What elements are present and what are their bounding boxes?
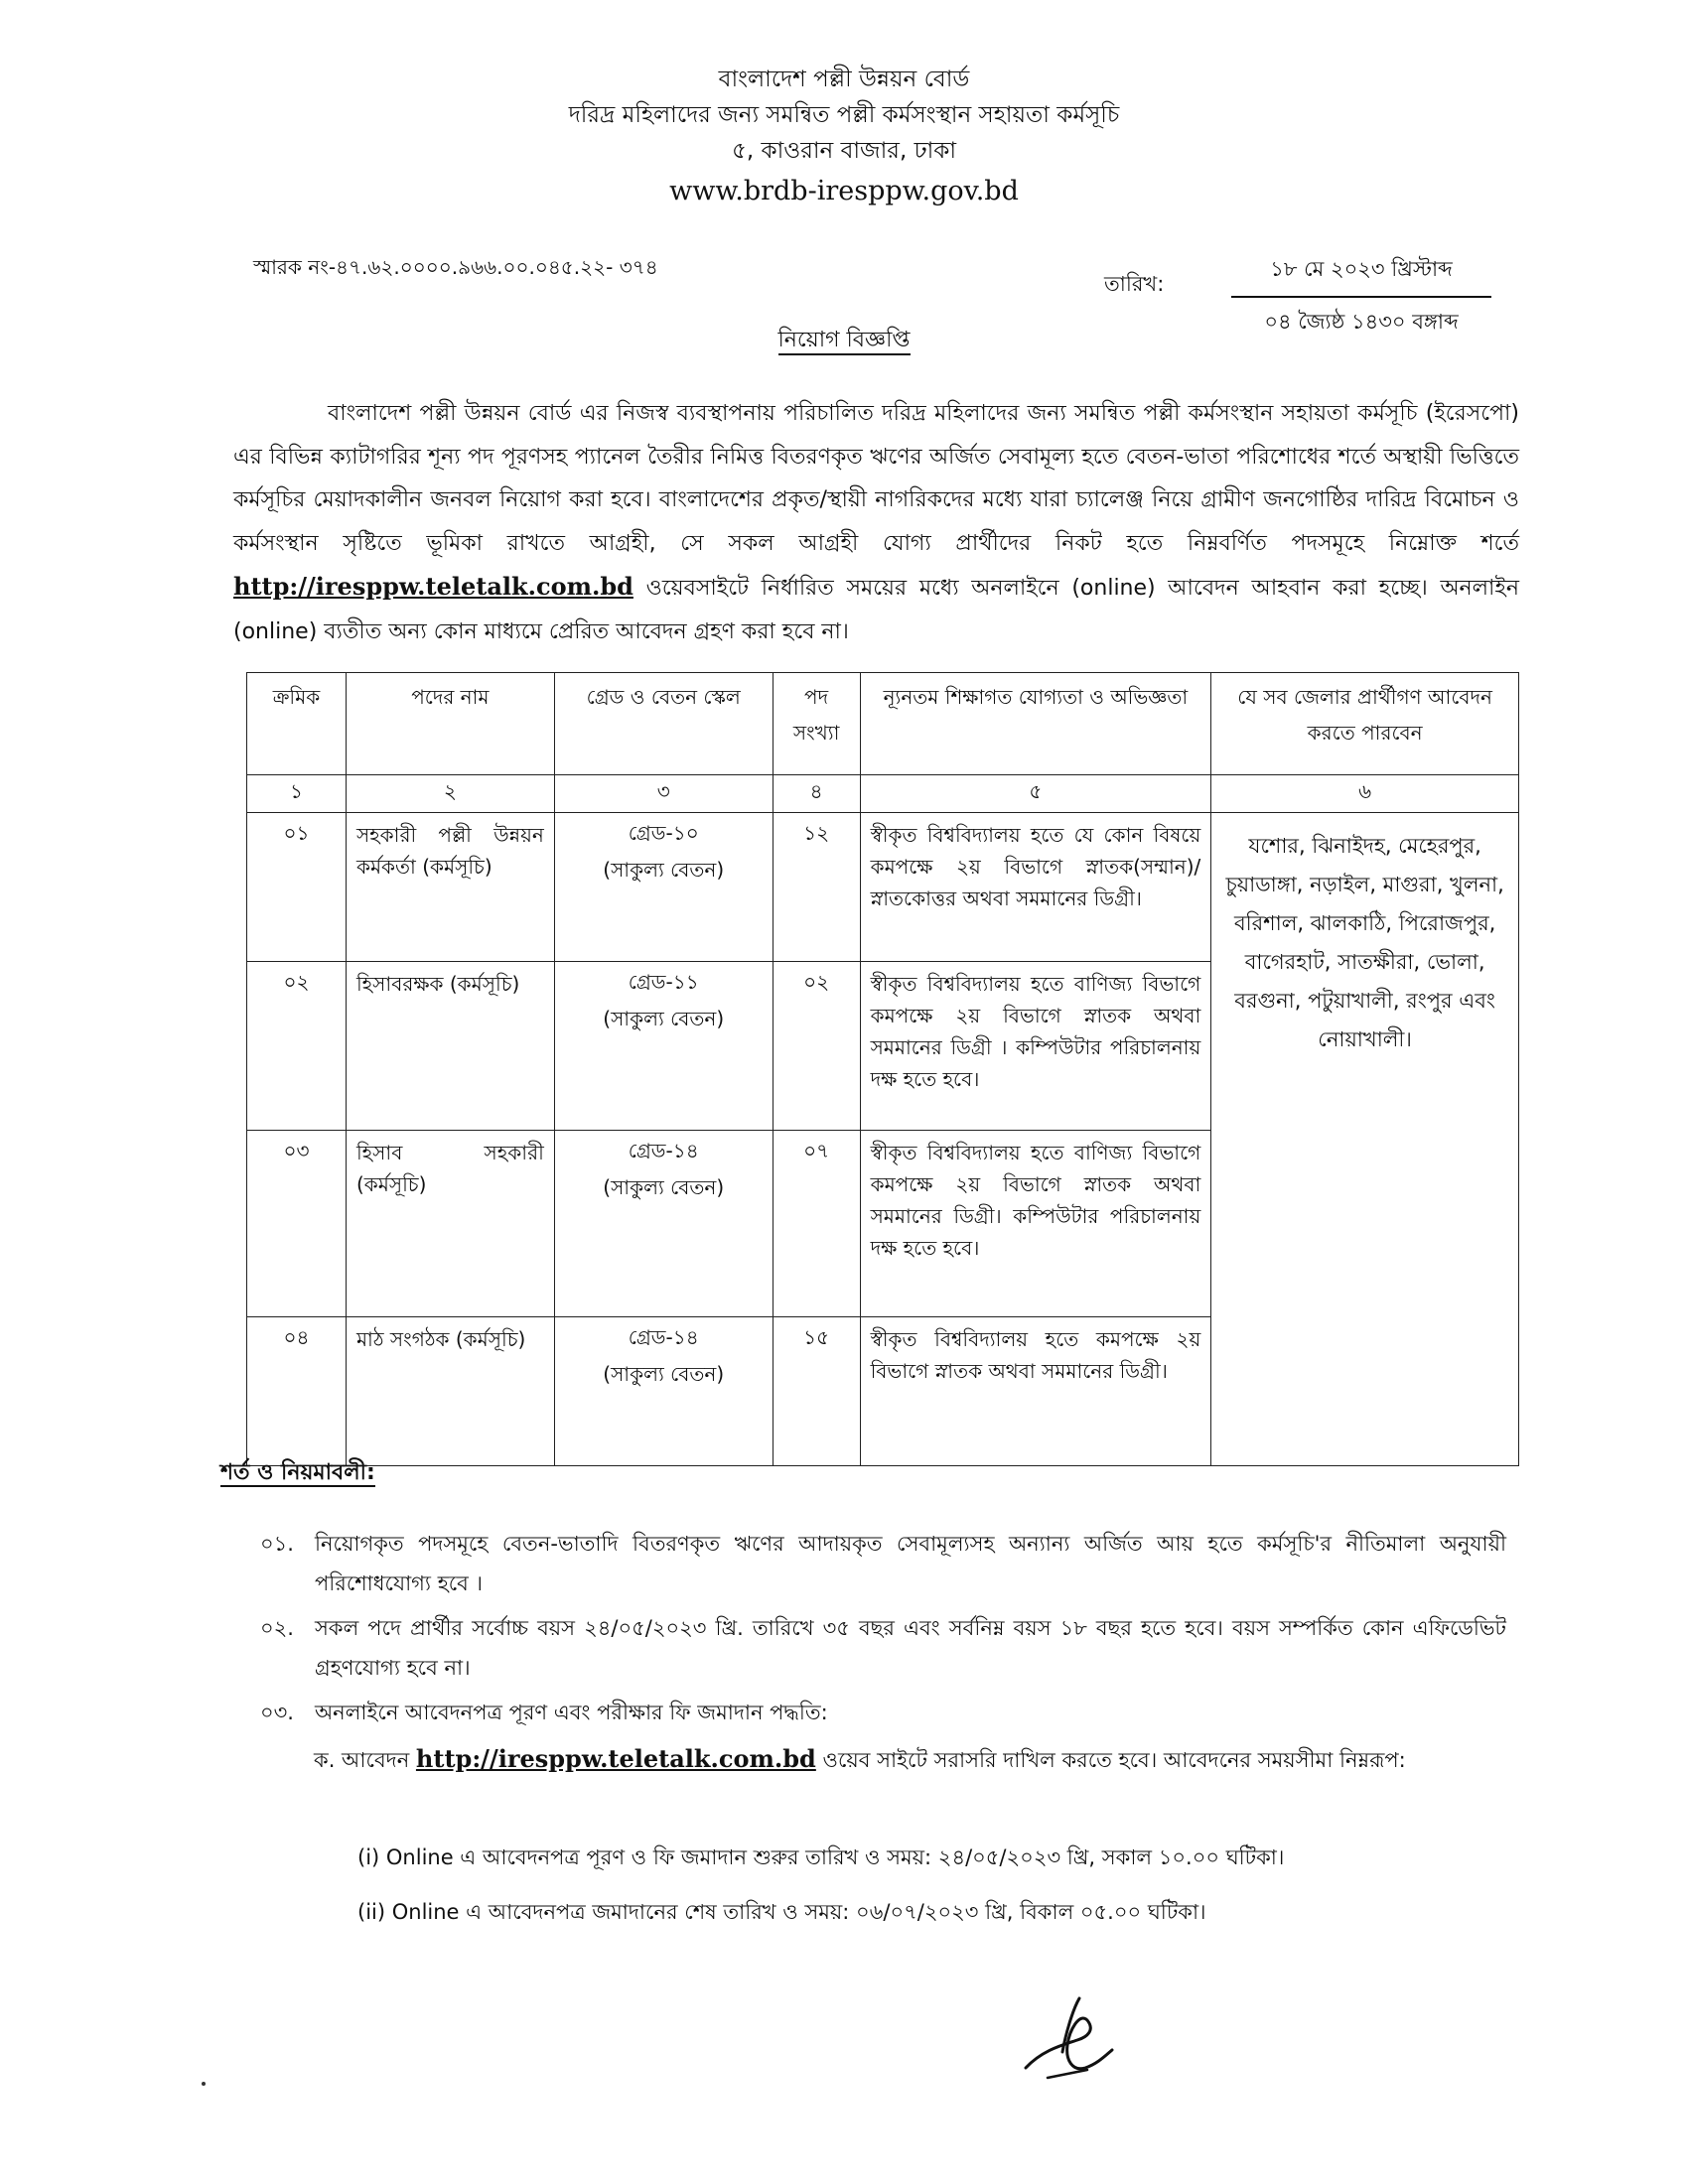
- row-qualification: স্বীকৃত বিশ্ববিদ্যালয় হতে যে কোন বিষয়ে কমপক্ষে ২য় বিভাগে স্নাতক(সম্মান)/স্নাতকোত্তর অথবা সমমানের ডিগ্রী।: [860, 813, 1211, 962]
- org-address: ৫, কাওরান বাজার, ঢাকা: [731, 138, 957, 164]
- header-qualification: ন্যূনতম শিক্ষাগত যোগ্যতা ও অভিজ্ঞতা: [860, 673, 1211, 775]
- row-count: ১২: [773, 813, 860, 962]
- row-serial: ০৩: [247, 1131, 347, 1317]
- letterhead: [0, 62, 1688, 212]
- org-name: বাংলাদেশ পল্লী উন্নয়ন বোর্ড: [718, 67, 970, 92]
- term-text: অনলাইনে আবেদনপত্র পূরণ এবং পরীক্ষার ফি জমাদান পদ্ধতি:: [315, 1701, 828, 1724]
- term-item: [260, 1693, 1506, 1732]
- row-count: ০২: [773, 962, 860, 1131]
- header-districts: যে সব জেলার প্রার্থীগণ আবেদন করতে পারবেন: [1211, 673, 1519, 775]
- row-post: মাঠ সংগঠক (কর্মসূচি): [346, 1317, 554, 1466]
- terms-list: [260, 1524, 1506, 1737]
- header-grade: গ্রেড ও বেতন স্কেল: [554, 673, 773, 775]
- term-number: ০৩.: [260, 1701, 294, 1724]
- program-name: দরিদ্র মহিলাদের জন্য সমন্বিত পল্লী কর্মসংস্থান সহায়তা কর্মসূচি: [568, 102, 1120, 128]
- row-qualification: স্বীকৃত বিশ্ববিদ্যালয় হতে কমপক্ষে ২য় বিভাগে স্নাতক অথবা সমমানের ডিগ্রী।: [860, 1317, 1211, 1466]
- schedule-start: (i) Online এ আবেদনপত্র পূরণ ও ফি জমাদান শুরুর তারিখ ও সময়: ২৪/০৫/২০২৩ খ্রি, সকাল ১০.০০ ঘটিকা।: [357, 1845, 1285, 1869]
- terms-title: [220, 1455, 375, 1492]
- header-serial: ক্রমিক: [247, 673, 347, 775]
- grade-text: গ্রেড-১১: [628, 970, 699, 994]
- table-header-row: [247, 673, 1519, 775]
- pay-text: (সাকুল্য বেতন): [603, 1175, 725, 1199]
- col-number: ১: [247, 775, 347, 813]
- row-qualification: স্বীকৃত বিশ্ববিদ্যালয় হতে বাণিজ্য বিভাগে কমপক্ষে ২য় বিভাগে স্নাতক অথবা সমমানের ডিগ্রী। কম্পিউটার পরিচালনায় দক্ষ হতে হবে।: [860, 1131, 1211, 1317]
- grade-text: গ্রেড-১০: [628, 821, 699, 845]
- row-count: ০৭: [773, 1131, 860, 1317]
- row-post: হিসাব সহকারী (কর্মসূচি): [346, 1131, 554, 1317]
- row-grade: [554, 1317, 773, 1466]
- scan-speck: [202, 2082, 206, 2086]
- eligible-districts: যশোর, ঝিনাইদহ, মেহেরপুর, চুয়াডাঙ্গা, নড়াইল, মাগুরা, খুলনা, বরিশাল, ঝালকাঠি, পিরোজপুর, বাগেরহাট, সাতক্ষীরা, ভোলা, বরগুনা, পটুয়াখালী, রংপুর এবং নোয়াখালী।: [1211, 813, 1519, 1466]
- intro-paragraph: [233, 392, 1519, 653]
- posts-table: [246, 672, 1519, 1466]
- notice-title: [0, 323, 1688, 359]
- date-label: তারিখ:: [1104, 272, 1165, 296]
- header-post: পদের নাম: [346, 673, 554, 775]
- col-number: ৪: [773, 775, 860, 813]
- row-serial: ০৪: [247, 1317, 347, 1466]
- term-item: [260, 1608, 1506, 1688]
- apply-link[interactable]: http://iresppw.teletalk.com.bd: [415, 1744, 816, 1773]
- org-website[interactable]: www.brdb-iresppw.gov.bd: [669, 176, 1019, 206]
- pay-text: (সাকুল্য বেতন): [603, 1362, 725, 1386]
- row-serial: ০১: [247, 813, 347, 962]
- memo-number: স্মারক নং-৪৭.৬২.০০০০.৯৬৬.০০.০৪৫.২২- ৩৭৪: [253, 255, 658, 279]
- intro-apply-link[interactable]: http://iresppw.teletalk.com.bd: [233, 572, 633, 601]
- table-row: [247, 813, 1519, 962]
- col-number: ৬: [1211, 775, 1519, 813]
- signature-icon: [1018, 1990, 1117, 2090]
- row-count: ১৫: [773, 1317, 860, 1466]
- grade-text: গ্রেড-১৪: [628, 1325, 699, 1349]
- date-gregorian: ১৮ মে ২০২৩ খ্রিস্টাব্দ: [1231, 253, 1491, 298]
- grade-text: গ্রেড-১৪: [628, 1139, 699, 1162]
- col-number: ৩: [554, 775, 773, 813]
- apply-instruction: [314, 1739, 1505, 1780]
- apply-suffix: ওয়েব সাইটে সরাসরি দাখিল করতে হবে। আবেদনের সময়সীমা নিম্নরূপ:: [822, 1748, 1406, 1772]
- terms-title-text: শর্ত ও নিয়মাবলী:: [220, 1460, 375, 1485]
- pay-text: (সাকুল্য বেতন): [603, 1007, 725, 1030]
- row-post: হিসাবরক্ষক (কর্মসূচি): [346, 962, 554, 1131]
- row-qualification: স্বীকৃত বিশ্ববিদ্যালয় হতে বাণিজ্য বিভাগে কমপক্ষে ২য় বিভাগে স্নাতক অথবা সমমানের ডিগ্রী । কম্পিউটার পরিচালনায় দক্ষ হতে হবে।: [860, 962, 1211, 1131]
- pay-text: (সাকুল্য বেতন): [603, 858, 725, 882]
- schedule-end: (ii) Online এ আবেদনপত্র জমাদানের শেষ তারিখ ও সময়: ০৬/০৭/২০২৩ খ্রি, বিকাল ০৫.০০ ঘটিকা।: [357, 1900, 1206, 1924]
- term-text: সকল পদে প্রার্থীর সর্বোচ্চ বয়স ২৪/০৫/২০২৩ খ্রি. তারিখে ৩৫ বছর এবং সর্বনিম্ন বয়স ১৮ বছর হতে হবে। বয়স সম্পর্কিত কোন এফিডেভিট গ্রহণযোগ্য হবে না।: [315, 1616, 1506, 1680]
- row-grade: [554, 813, 773, 962]
- intro-text-1: বাংলাদেশ পল্লী উন্নয়ন বোর্ড এর নিজস্ব ব্যবস্থাপনায় পরিচালিত দরিদ্র মহিলাদের জন্য সমন্বিত পল্লী কর্মসংস্থান সহায়তা কর্মসূচি (ইরেসপো) এর বিভিন্ন ক্যাটাগরির শূন্য পদ পূরণসহ প্যানেল তৈরীর নিমিত্ত বিতরণকৃত ঋণের অর্জিত সেবামূল্য হতে বেতন-ভাতা পরিশোধের শর্তে অস্থায়ী ভিত্তিতে কর্মসূচির মেয়াদকালীন জনবল নিয়োগ করা হবে। বাংলাদেশের প্রকৃত/স্থায়ী নাগরিকদের মধ্যে যারা চ্যালেঞ্জ নিয়ে গ্রামীণ জনগোষ্ঠির দারিদ্র বিমোচন ও কর্মসংস্থান সৃষ্টিতে ভূমিকা রাখতে আগ্রহী, সে সকল আগ্রহী যোগ্য প্রার্থীদের নিকট হতে নিম্নবর্ণিত পদসমূহে নিম্নোক্ত শর্তে: [233, 401, 1519, 556]
- term-number: ০২.: [260, 1616, 294, 1640]
- row-grade: [554, 962, 773, 1131]
- row-post: সহকারী পল্লী উন্নয়ন কর্মকর্তা (কর্মসূচি): [346, 813, 554, 962]
- term-item: [260, 1524, 1506, 1603]
- intro-text-2: ওয়েবসাইটে নির্ধারিত সময়ের মধ্যে অনলাইনে (online) আবেদন আহবান করা হচ্ছে। অনলাইন (online) ব্যতীত অন্য কোন মাধ্যমে প্রেরিত আবেদন গ্রহণ করা হবে না।: [233, 576, 1519, 644]
- header-count: পদ সংখ্যা: [773, 673, 860, 775]
- term-text: নিয়োগকৃত পদসমূহে বেতন-ভাতাদি বিতরণকৃত ঋণের আদায়কৃত সেবামূল্যসহ অন্যান্য অর্জিত আয় হতে কর্মসূচি'র নীতিমালা অনুযায়ী পরিশোধযোগ্য হবে ।: [315, 1532, 1506, 1595]
- row-grade: [554, 1131, 773, 1317]
- apply-prefix: ক. আবেদন: [314, 1748, 410, 1772]
- col-number: ৫: [860, 775, 1211, 813]
- row-serial: ০২: [247, 962, 347, 1131]
- term-number: ০১.: [260, 1532, 294, 1556]
- date-bangla: ০৪ জ্যৈষ্ঠ ১৪৩০ বঙ্গাব্দ: [1264, 310, 1459, 334]
- notice-title-text: নিয়োগ বিজ্ঞপ্তি: [778, 328, 911, 355]
- column-number-row: [247, 775, 1519, 813]
- col-number: ২: [346, 775, 554, 813]
